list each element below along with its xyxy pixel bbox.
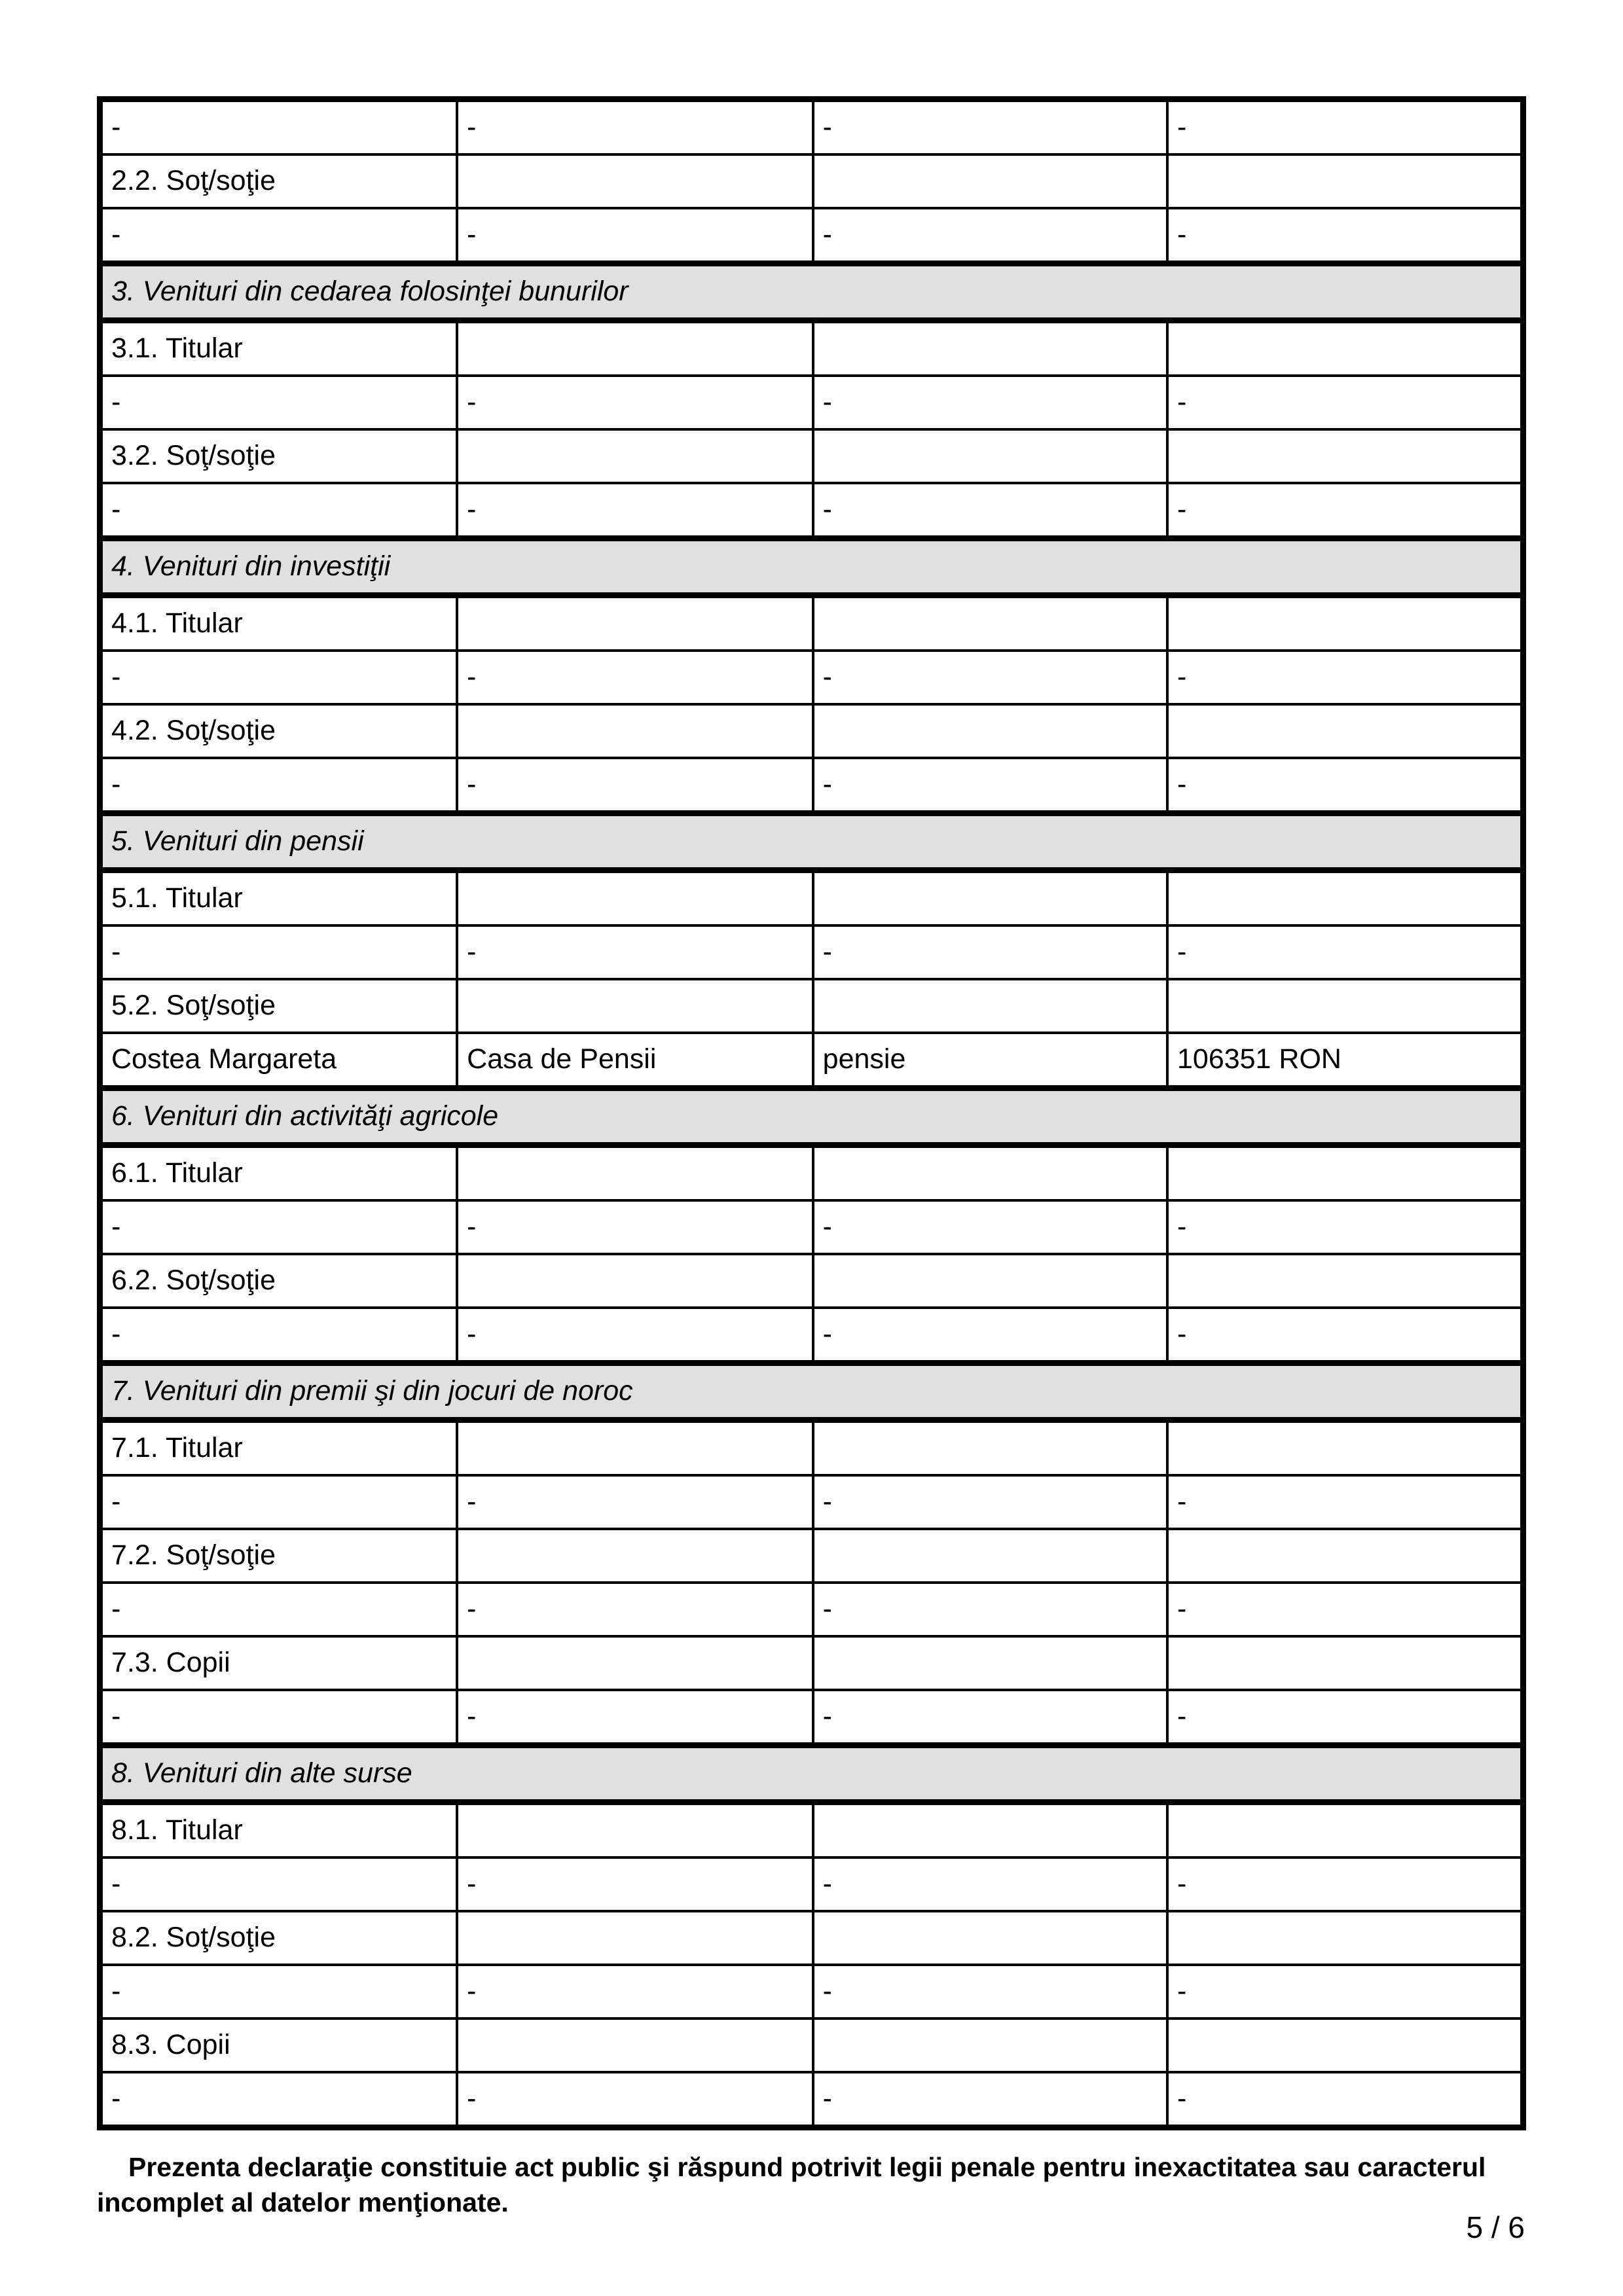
table-row (100, 1200, 1523, 1254)
table-cell (813, 1529, 1167, 1583)
table-cell: - (813, 208, 1167, 264)
table-cell (813, 1636, 1167, 1690)
disclaimer-text: Prezenta declaraţie constituie act public şi răspund potrivit legii penale pentru inexactitatea sau caracterul incomplet al datelor menţionate. (97, 2152, 1486, 2218)
table-cell: - (813, 1308, 1167, 1363)
table-cell: - (457, 208, 813, 264)
table-cell: - (457, 1857, 813, 1911)
section-row (100, 1363, 1523, 1420)
table-cell: - (457, 758, 813, 814)
table-cell: - (1167, 925, 1523, 979)
table-cell (813, 979, 1167, 1033)
table-cell (1167, 1145, 1523, 1201)
table-cell: - (1167, 1690, 1523, 1746)
table-cell: 8.1. Titular (100, 1803, 458, 1858)
table-row (100, 2072, 1523, 2128)
table-cell: - (100, 1690, 458, 1746)
table-cell: - (457, 99, 813, 155)
table-cell (1167, 321, 1523, 376)
table-cell: - (457, 1965, 813, 2018)
table-cell: 6.1. Titular (100, 1145, 458, 1201)
table-cell (457, 1254, 813, 1308)
table-cell: - (100, 1583, 458, 1636)
table-cell (813, 704, 1167, 758)
table-cell: - (457, 2072, 813, 2128)
table-cell: - (457, 1308, 813, 1363)
table-cell (457, 321, 813, 376)
table-cell (1167, 979, 1523, 1033)
table-row (100, 1803, 1523, 1858)
table-cell: - (1167, 758, 1523, 814)
table-cell (813, 321, 1167, 376)
table-cell: - (100, 208, 458, 264)
table-row (100, 1583, 1523, 1636)
table-cell: - (813, 758, 1167, 814)
table-cell: 7.3. Copii (100, 1636, 458, 1690)
table-cell: - (457, 1200, 813, 1254)
table-cell: 3.1. Titular (100, 321, 458, 376)
table-cell (457, 1636, 813, 1690)
income-table (97, 96, 1526, 2130)
table-cell (457, 429, 813, 483)
section-title: 5. Venituri din pensii (100, 814, 1523, 870)
table-cell: Costea Margareta (100, 1033, 458, 1088)
table-row (100, 925, 1523, 979)
table-cell: - (813, 483, 1167, 539)
section-row (100, 1746, 1523, 1803)
table-row (100, 1475, 1523, 1529)
table-cell: - (813, 1475, 1167, 1529)
table-cell: - (1167, 1200, 1523, 1254)
table-cell (457, 979, 813, 1033)
table-cell (457, 154, 813, 208)
table-cell: - (100, 1965, 458, 2018)
table-cell (1167, 1911, 1523, 1965)
table-cell: - (1167, 1475, 1523, 1529)
table-row (100, 376, 1523, 429)
table-cell: - (813, 1200, 1167, 1254)
table-row (100, 1529, 1523, 1583)
section-row (100, 1088, 1523, 1145)
table-cell (813, 1911, 1167, 1965)
table-cell (813, 1803, 1167, 1858)
table-cell: 106351 RON (1167, 1033, 1523, 1088)
table-row (100, 651, 1523, 704)
table-cell: 6.2. Soţ/soţie (100, 1254, 458, 1308)
table-cell: - (1167, 1583, 1523, 1636)
table-cell: - (100, 1857, 458, 1911)
table-cell (1167, 2018, 1523, 2072)
table-row (100, 1911, 1523, 1965)
table-cell (457, 704, 813, 758)
table-row (100, 1636, 1523, 1690)
income-table-body (100, 99, 1523, 2128)
table-cell (1167, 1803, 1523, 1858)
table-cell (813, 596, 1167, 651)
table-cell (1167, 154, 1523, 208)
table-row (100, 758, 1523, 814)
table-cell (1167, 1254, 1523, 1308)
page-number: 5 / 6 (1466, 2210, 1525, 2244)
table-cell (1167, 1420, 1523, 1476)
table-row (100, 1145, 1523, 1201)
table-cell (1167, 704, 1523, 758)
table-row (100, 2018, 1523, 2072)
section-title: 4. Venituri din investiţii (100, 539, 1523, 596)
table-cell (813, 870, 1167, 926)
table-row (100, 483, 1523, 539)
table-cell (813, 1254, 1167, 1308)
table-cell: - (457, 483, 813, 539)
table-cell (457, 596, 813, 651)
table-cell (457, 1145, 813, 1201)
table-row (100, 1308, 1523, 1363)
table-cell: - (100, 758, 458, 814)
table-cell: - (100, 1200, 458, 1254)
section-row (100, 814, 1523, 870)
section-row (100, 539, 1523, 596)
table-row (100, 1965, 1523, 2018)
table-cell: - (1167, 651, 1523, 704)
table-cell (457, 1803, 813, 1858)
section-title: 8. Venituri din alte surse (100, 1746, 1523, 1803)
table-cell (457, 1420, 813, 1476)
table-cell (1167, 1636, 1523, 1690)
table-cell: - (1167, 376, 1523, 429)
table-row (100, 596, 1523, 651)
table-cell: 2.2. Soţ/soţie (100, 154, 458, 208)
table-row (100, 1254, 1523, 1308)
table-cell: - (457, 376, 813, 429)
table-cell: 5.2. Soţ/soţie (100, 979, 458, 1033)
table-cell: 8.2. Soţ/soţie (100, 1911, 458, 1965)
table-cell (813, 1145, 1167, 1201)
table-cell: - (813, 2072, 1167, 2128)
table-cell: 5.1. Titular (100, 870, 458, 926)
table-row (100, 979, 1523, 1033)
table-cell: - (813, 925, 1167, 979)
table-cell: - (100, 376, 458, 429)
section-row (100, 264, 1523, 321)
table-row (100, 704, 1523, 758)
table-cell: - (1167, 1308, 1523, 1363)
table-row (100, 1857, 1523, 1911)
table-cell: - (100, 2072, 458, 2128)
table-cell: - (100, 651, 458, 704)
section-title: 6. Venituri din activităţi agricole (100, 1088, 1523, 1145)
table-cell: - (100, 1308, 458, 1363)
table-row (100, 1690, 1523, 1746)
table-cell (813, 1420, 1167, 1476)
table-cell (1167, 596, 1523, 651)
table-cell (1167, 870, 1523, 926)
table-cell: - (813, 376, 1167, 429)
table-cell: - (100, 99, 458, 155)
table-cell: 8.3. Copii (100, 2018, 458, 2072)
table-cell: - (457, 1583, 813, 1636)
table-cell: 7.2. Soţ/soţie (100, 1529, 458, 1583)
table-cell: - (813, 1690, 1167, 1746)
table-cell (457, 2018, 813, 2072)
table-cell: - (1167, 99, 1523, 155)
table-cell: - (1167, 483, 1523, 539)
table-cell: - (1167, 208, 1523, 264)
table-cell: 7.1. Titular (100, 1420, 458, 1476)
section-title: 7. Venituri din premii şi din jocuri de noroc (100, 1363, 1523, 1420)
table-cell: - (1167, 2072, 1523, 2128)
table-cell: Casa de Pensii (457, 1033, 813, 1088)
table-cell: 3.2. Soţ/soţie (100, 429, 458, 483)
table-cell: 4.2. Soţ/soţie (100, 704, 458, 758)
table-cell: - (100, 483, 458, 539)
section-title: 3. Venituri din cedarea folosinţei bunurilor (100, 264, 1523, 321)
table-cell: - (813, 99, 1167, 155)
table-cell: - (457, 1475, 813, 1529)
table-cell: pensie (813, 1033, 1167, 1088)
table-cell: - (457, 1690, 813, 1746)
table-cell: - (1167, 1857, 1523, 1911)
table-row (100, 321, 1523, 376)
table-cell (1167, 429, 1523, 483)
table-cell (813, 429, 1167, 483)
table-row (100, 1033, 1523, 1088)
table-cell: - (100, 925, 458, 979)
table-cell: - (457, 651, 813, 704)
table-cell: 4.1. Titular (100, 596, 458, 651)
table-row (100, 154, 1523, 208)
table-cell (457, 870, 813, 926)
table-cell: - (813, 1583, 1167, 1636)
table-cell: - (100, 1475, 458, 1529)
table-cell: - (1167, 1965, 1523, 2018)
table-cell (457, 1911, 813, 1965)
table-cell: - (813, 651, 1167, 704)
table-row (100, 208, 1523, 264)
table-cell: - (813, 1965, 1167, 2018)
table-cell (813, 2018, 1167, 2072)
table-cell: - (813, 1857, 1167, 1911)
table-row (100, 429, 1523, 483)
table-cell (813, 154, 1167, 208)
table-row (100, 870, 1523, 926)
table-cell (457, 1529, 813, 1583)
table-row (100, 99, 1523, 155)
table-row (100, 1420, 1523, 1476)
table-cell: - (457, 925, 813, 979)
table-cell (1167, 1529, 1523, 1583)
